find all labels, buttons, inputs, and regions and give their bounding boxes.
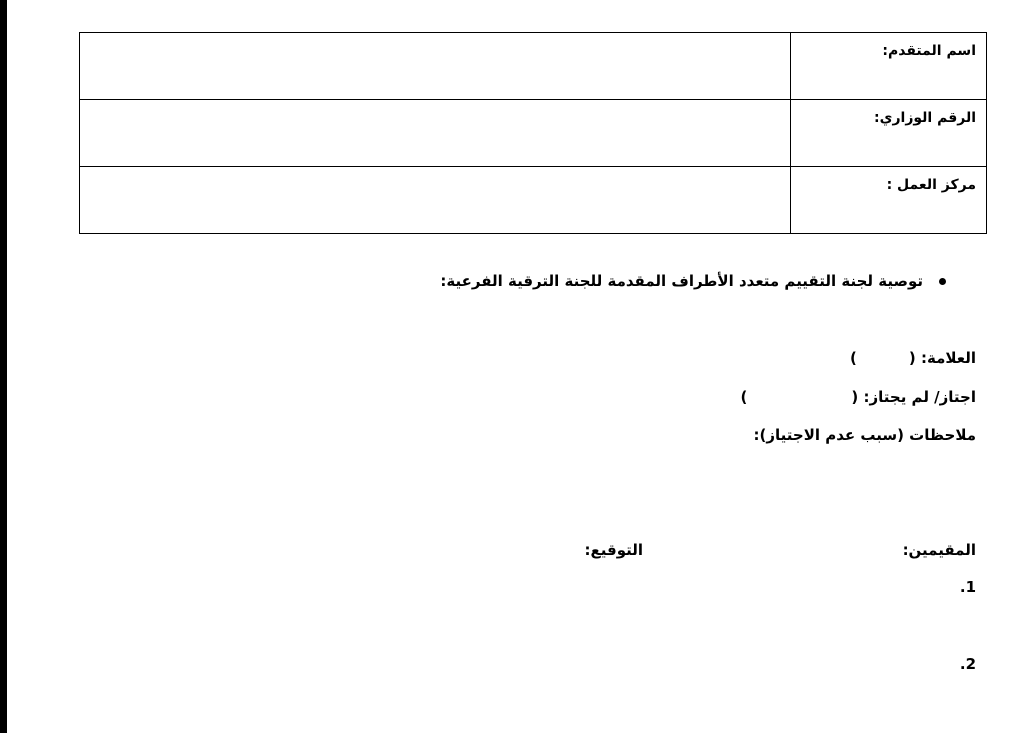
mark-close-paren: ) xyxy=(850,349,857,367)
evaluator-number-1: 1. xyxy=(959,578,976,596)
ministry-number-field[interactable] xyxy=(80,100,791,167)
mark-line xyxy=(850,349,976,367)
applicant-name-field[interactable] xyxy=(80,33,791,100)
table-row xyxy=(80,33,987,100)
pass-label: اجتاز/ لم يجتاز: xyxy=(863,388,976,406)
evaluator-number-2: 2. xyxy=(959,655,976,673)
signature-label: التوقيع: xyxy=(584,541,643,559)
table-row xyxy=(80,100,987,167)
notes-label: ملاحظات (سبب عدم الاجتياز): xyxy=(753,426,976,444)
applicant-info-table xyxy=(79,32,987,234)
page-edge-bar xyxy=(0,0,7,733)
work-center-field[interactable] xyxy=(80,167,791,234)
recommendation-heading-text: توصية لجنة التقييم متعدد الأطراف المقدمة للجنة الترقية الفرعية: xyxy=(440,272,923,290)
evaluators-label: المقيمين: xyxy=(902,541,976,559)
mark-open-paren: ( xyxy=(908,349,916,367)
pass-close-paren: ) xyxy=(740,388,748,406)
pass-line xyxy=(741,388,976,406)
recommendation-heading xyxy=(440,272,946,290)
table-row xyxy=(80,167,987,234)
pass-open-paren: ( xyxy=(851,388,859,406)
work-center-label: مركز العمل : xyxy=(791,167,987,234)
ministry-number-label: الرقم الوزاري: xyxy=(791,100,987,167)
applicant-name-label: اسم المتقدم: xyxy=(791,33,987,100)
mark-label: العلامة: xyxy=(920,349,976,367)
bullet-icon xyxy=(939,278,946,285)
